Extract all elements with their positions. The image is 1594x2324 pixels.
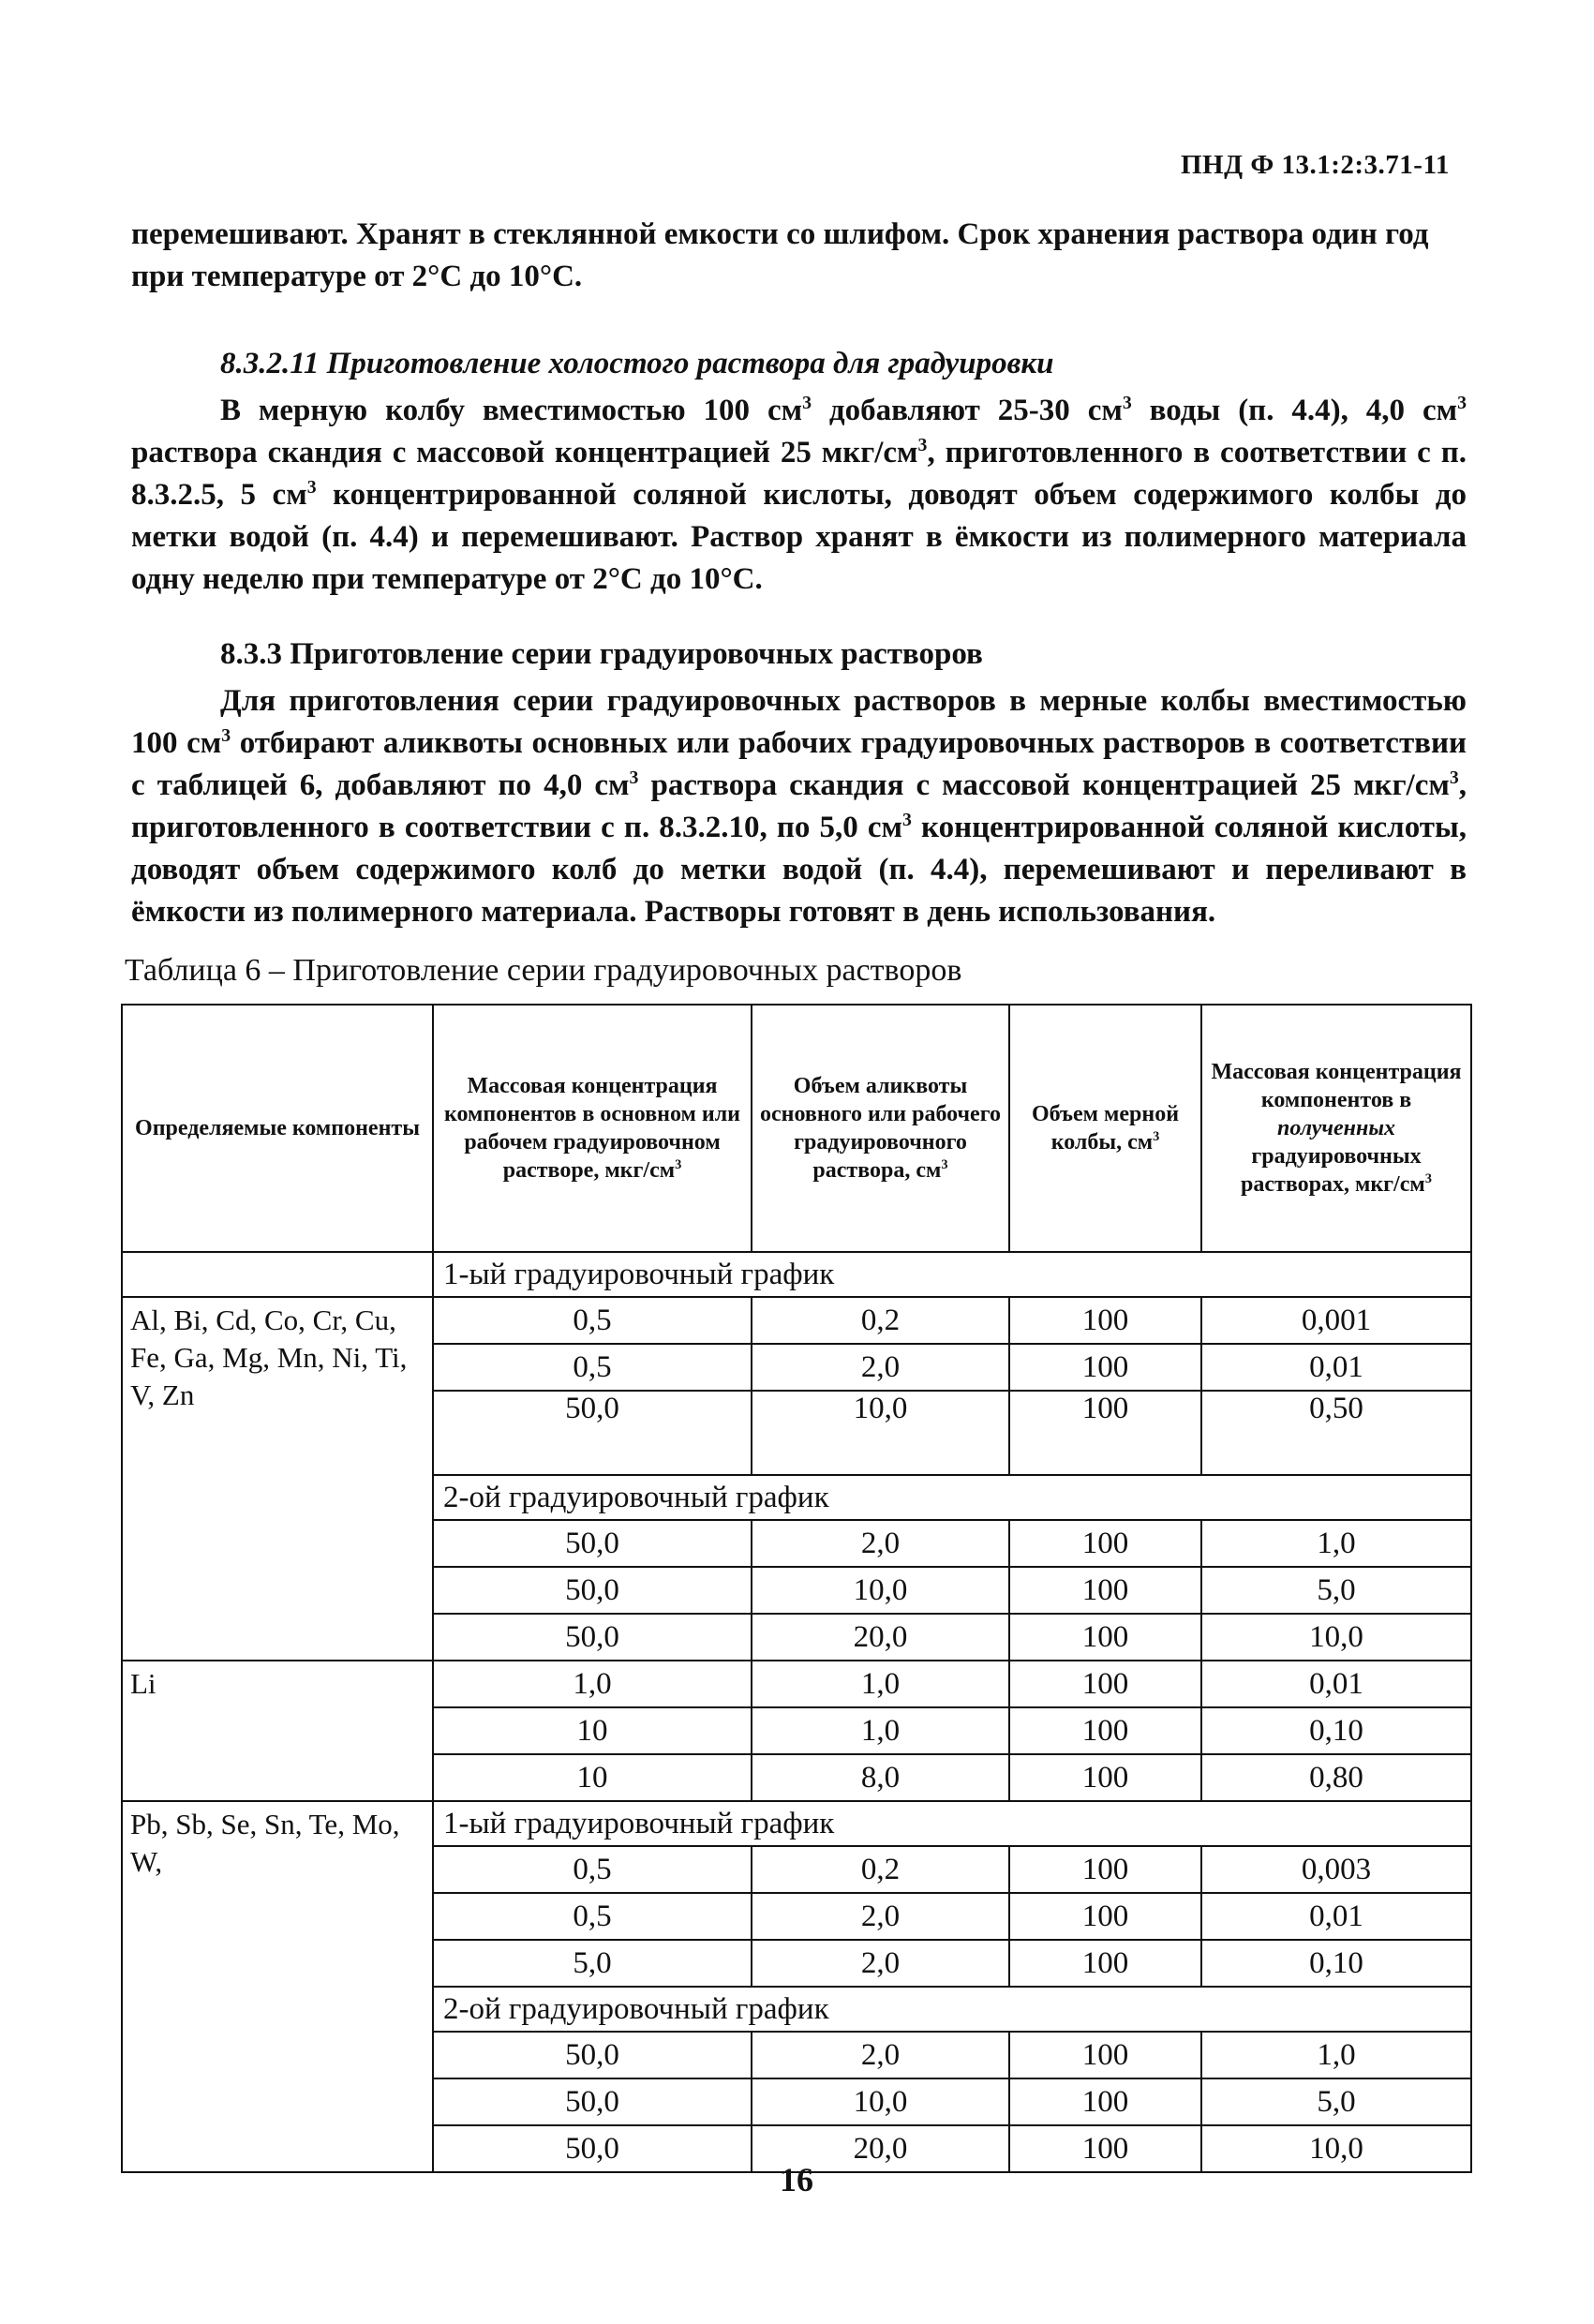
superscript: 3 [221, 725, 231, 746]
table-cell: 100 [1009, 1297, 1201, 1344]
text-run: , приготовленного в соответствии с п. 8.3.2.10, по 5,0 см [131, 768, 1467, 844]
superscript: 3 [1457, 393, 1467, 413]
table-cell: 10,0 [1201, 1614, 1471, 1661]
table-cell: 100 [1009, 1893, 1201, 1940]
table-cell: 100 [1009, 1940, 1201, 1987]
header-aliquot-volume [752, 1005, 1009, 1252]
table-cell: 100 [1009, 2125, 1201, 2172]
text-run: раствора скандия с массовой концентрацией 25 мкг/см [638, 768, 1450, 802]
table-cell: 100 [1009, 1344, 1201, 1391]
table-cell: 1,0 [433, 1661, 752, 1707]
table-cell: 100 [1009, 1661, 1201, 1707]
superscript: 3 [306, 477, 317, 498]
header-text: Объем аликвоты основного или рабочего градуировочного раствора, см [760, 1074, 1001, 1183]
table-cell: 100 [1009, 1846, 1201, 1893]
table-row [122, 1297, 1471, 1344]
components-group-pb: Pb, Sb, Se, Sn, Te, Mo, W, [122, 1801, 433, 2172]
text-run: концентрированной соляной кислоты, доводят объем содержимого колбы до метки водой (п. 4.4) и перемешивают. Раствор хранят в ёмкости из полимерного материала одну неделю при температуре от 2°С до 10°С. [131, 478, 1467, 596]
table-cell: 10,0 [1201, 2125, 1471, 2172]
table-cell: 50,0 [433, 1614, 752, 1661]
header-text: Массовая концентрация компонентов в [1211, 1060, 1462, 1112]
components-li: Li [122, 1661, 433, 1801]
header-result-concentration [1201, 1005, 1471, 1252]
table-cell: 2,0 [752, 2032, 1009, 2078]
table-cell: 0,10 [1201, 1940, 1471, 1987]
text-run: В мерную колбу вместимостью 100 см [220, 394, 803, 427]
text-run: Для приготовления серии градуировочных растворов в мерные колбы вместимостью 100 см [131, 684, 1467, 760]
text-run: , приготовленного в соответствии с п. 8.3.2.5, 5 см [131, 436, 1467, 512]
superscript: 3 [1122, 393, 1132, 413]
empty-cell [122, 1252, 433, 1297]
graph-title-2: 2-ой градуировочный график [433, 1475, 1471, 1520]
table-cell: 0,5 [433, 1344, 752, 1391]
table-cell: 50,0 [433, 2032, 752, 2078]
header-flask-volume [1009, 1005, 1201, 1252]
table-cell: 10 [433, 1754, 752, 1801]
table-cell: 100 [1009, 1754, 1201, 1801]
document-code: ПНД Ф 13.1:2:3.71-11 [1181, 150, 1450, 180]
table-cell: 0,80 [1201, 1754, 1471, 1801]
table-cell: 50,0 [433, 1391, 752, 1475]
table-cell: 100 [1009, 1391, 1201, 1475]
table-cell: 0,2 [752, 1846, 1009, 1893]
table-cell: 0,50 [1201, 1391, 1471, 1475]
text-run: раствора скандия с массовой концентрацией 25 мкг/см [131, 436, 918, 469]
page-number: 16 [780, 2161, 813, 2198]
table-cell: 1,0 [1201, 1520, 1471, 1567]
table-header-row [122, 1005, 1471, 1252]
table-cell: 2,0 [752, 1520, 1009, 1567]
table-cell: 2,0 [752, 1344, 1009, 1391]
header-text: Массовая концентрация компонентов в основном или рабочем градуировочном растворе, мкг/см [443, 1074, 741, 1183]
table-cell: 0,001 [1201, 1297, 1471, 1344]
table-cell: 10 [433, 1707, 752, 1754]
header-text-italic: полученных [1277, 1116, 1395, 1140]
graph-title-1: 1-ый градуировочный график [433, 1252, 1471, 1297]
table-cell: 20,0 [752, 1614, 1009, 1661]
paragraph-blank-solution [131, 390, 1467, 601]
table-cell: 0,5 [433, 1893, 752, 1940]
table-cell: 10,0 [752, 1567, 1009, 1614]
table-cell: 1,0 [1201, 2032, 1471, 2078]
text-run: отбирают аликвоты основных или рабочих градуировочных растворов в соответствии с таблицей 6, добавляют по 4,0 см [131, 726, 1467, 802]
superscript: 3 [917, 435, 928, 455]
table-cell: 50,0 [433, 2125, 752, 2172]
table-cell: 5,0 [433, 1940, 752, 1987]
superscript: 3 [1449, 767, 1459, 788]
table-cell: 0,003 [1201, 1846, 1471, 1893]
paragraph-line: при температуре от 2°С до 10°С. [131, 260, 583, 293]
table-cell: 0,01 [1201, 1344, 1471, 1391]
table-cell: 10,0 [752, 2078, 1009, 2125]
table-cell: 1,0 [752, 1661, 1009, 1707]
table-caption: Таблица 6 – Приготовление серии градуировочных растворов [125, 953, 962, 988]
table-cell: 100 [1009, 1520, 1201, 1567]
table-row [122, 1661, 1471, 1707]
superscript: 3 [941, 1157, 948, 1172]
graph-title-2: 2-ой градуировочный график [433, 1987, 1471, 2032]
text-run: воды (п. 4.4), 4,0 см [1131, 394, 1458, 427]
section-title-calibration-series: 8.3.3 Приготовление серии градуировочных растворов [220, 637, 983, 671]
header-components: Определяемые компоненты [122, 1005, 433, 1252]
table-cell: 20,0 [752, 2125, 1009, 2172]
graph-title-row [122, 1801, 1471, 1846]
table-cell: 0,5 [433, 1297, 752, 1344]
table-cell: 2,0 [752, 1893, 1009, 1940]
table-cell: 5,0 [1201, 1567, 1471, 1614]
table-cell: 50,0 [433, 1520, 752, 1567]
text-run: концентрированной соляной кислоты, доводят объем содержимого колб до метки водой (п. 4.4), перемешивают и переливают в ёмкости из полимерного материала. Растворы готовят в день использования. [131, 811, 1467, 929]
table-cell: 5,0 [1201, 2078, 1471, 2125]
table-cell: 50,0 [433, 2078, 752, 2125]
calibration-table [121, 1004, 1472, 2173]
table-cell: 100 [1009, 2078, 1201, 2125]
graph-title-1: 1-ый градуировочный график [433, 1801, 1471, 1846]
table-cell: 0,01 [1201, 1661, 1471, 1707]
components-group-a: Al, Bi, Cd, Co, Cr, Cu, Fe, Ga, Mg, Mn, Ni, Ti, V, Zn [122, 1297, 433, 1661]
table-cell: 0,10 [1201, 1707, 1471, 1754]
superscript: 3 [902, 810, 912, 830]
text-run: добавляют 25-30 см [812, 394, 1123, 427]
table-cell: 0,2 [752, 1297, 1009, 1344]
superscript: 3 [675, 1157, 682, 1172]
paragraph-continuation [131, 214, 1467, 298]
table-cell: 2,0 [752, 1940, 1009, 1987]
table-cell: 10,0 [752, 1391, 1009, 1475]
table-cell: 50,0 [433, 1567, 752, 1614]
table-cell: 1,0 [752, 1707, 1009, 1754]
table-cell: 100 [1009, 1707, 1201, 1754]
table-cell: 8,0 [752, 1754, 1009, 1801]
section-title-blank-solution: 8.3.2.11 Приготовление холостого раствора для градуировки [220, 347, 1054, 380]
table-cell: 0,01 [1201, 1893, 1471, 1940]
superscript: 3 [1153, 1129, 1160, 1144]
paragraph-line: перемешивают. Хранят в стеклянной емкости со шлифом. Срок хранения раствора один год [131, 217, 1429, 251]
superscript: 3 [629, 767, 639, 788]
header-text: градуировочных растворах, мкг/см [1241, 1144, 1425, 1197]
table-cell: 100 [1009, 1614, 1201, 1661]
superscript: 3 [802, 393, 812, 413]
header-text: Объем мерной колбы, см [1031, 1102, 1180, 1155]
table-cell: 0,5 [433, 1846, 752, 1893]
graph-title-row [122, 1252, 1471, 1297]
paragraph-calibration-series [131, 680, 1467, 933]
table-cell: 100 [1009, 2032, 1201, 2078]
table-cell: 100 [1009, 1567, 1201, 1614]
header-stock-concentration [433, 1005, 752, 1252]
superscript: 3 [1424, 1171, 1432, 1186]
